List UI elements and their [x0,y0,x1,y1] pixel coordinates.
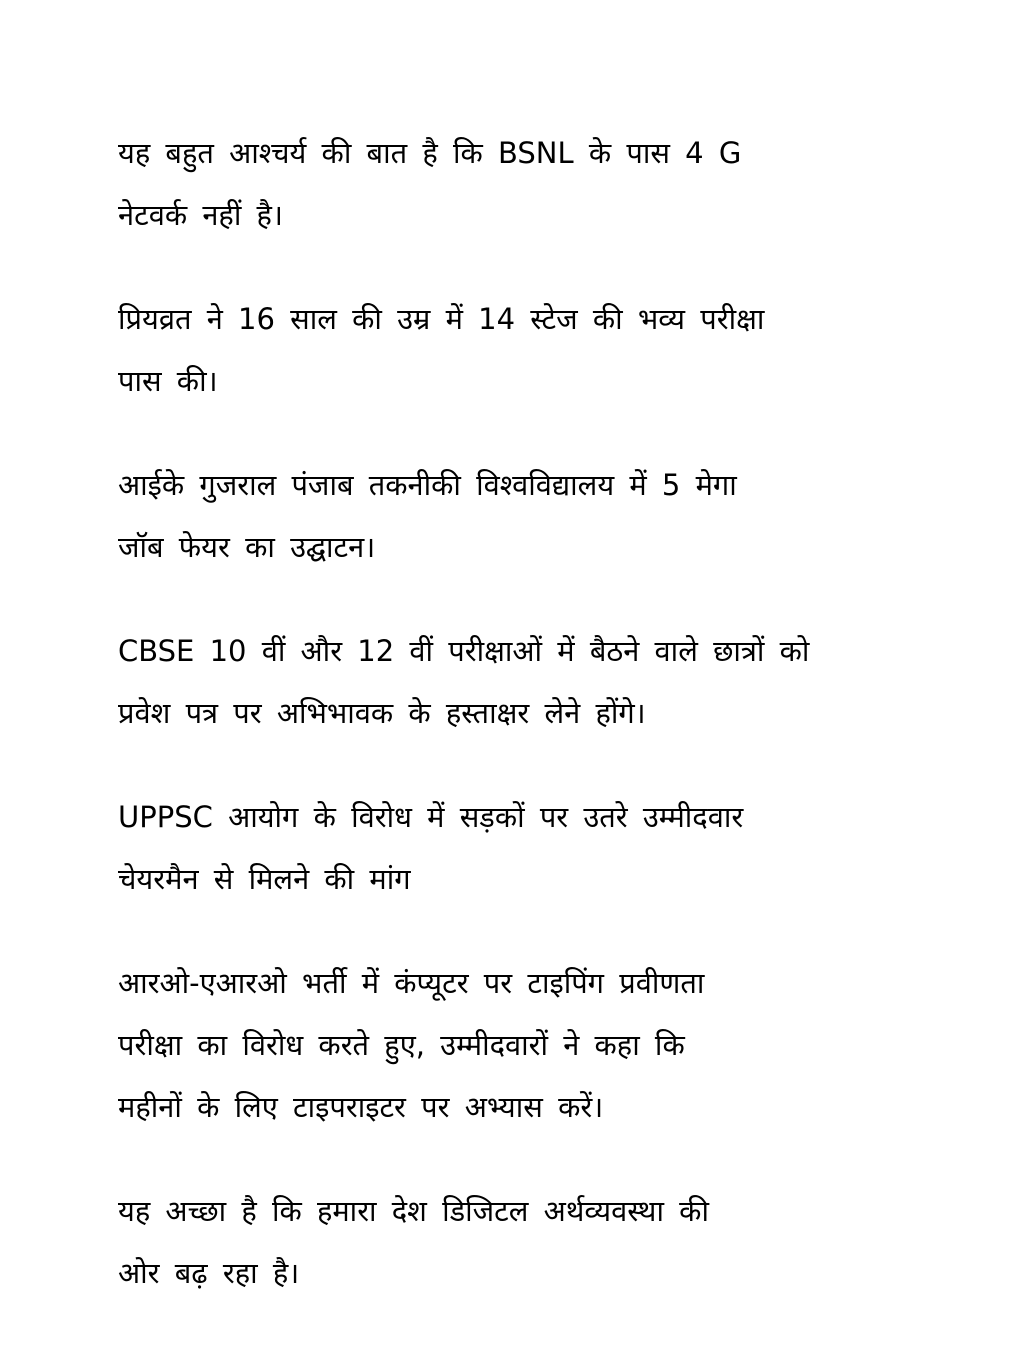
text-line: आईके गुजराल पंजाब तकनीकी विश्वविद्यालय में 5 मेगा [118,468,737,502]
text-line: प्रवेश पत्र पर अभिभावक के हस्ताक्षर लेने होंगे। [118,696,646,730]
paragraph-uppsc [118,786,908,910]
paragraph-priyavrat [118,288,908,412]
text-line: जॉब फेयर का उद्घाटन। [118,530,376,564]
paragraph-digital-economy [118,1180,908,1304]
paragraph-ro-aro [118,952,908,1138]
text-line: परीक्षा का विरोध करते हुए, उम्मीदवारों ने कहा कि [118,1028,685,1062]
text-line: UPPSC आयोग के विरोध में सड़कों पर उतरे उम्मीदवार [118,800,744,834]
paragraph-job-fair [118,454,908,578]
text-line: आरओ-एआरओ भर्ती में कंप्यूटर पर टाइपिंग प्रवीणता [118,966,705,1000]
text-line: यह अच्छा है कि हमारा देश डिजिटल अर्थव्यवस्था की [118,1194,709,1228]
text-line: महीनों के लिए टाइपराइटर पर अभ्यास करें। [118,1090,604,1124]
text-line: CBSE 10 वीं और 12 वीं परीक्षाओं में बैठने वाले छात्रों को [118,634,810,668]
text-line: चेयरमैन से मिलने की मांग [118,862,411,896]
paragraph-bsnl [118,122,908,246]
text-line: प्रियव्रत ने 16 साल की उम्र में 14 स्टेज की भव्य परीक्षा [118,302,765,336]
paragraph-cbse [118,620,908,744]
text-line: पास की। [118,364,218,398]
text-line: यह बहुत आश्चर्य की बात है कि BSNL के पास 4 G [118,136,742,170]
document-body [118,122,908,1346]
text-line: नेटवर्क नहीं है। [118,198,283,232]
text-line: ओर बढ़ रहा है। [118,1256,300,1290]
